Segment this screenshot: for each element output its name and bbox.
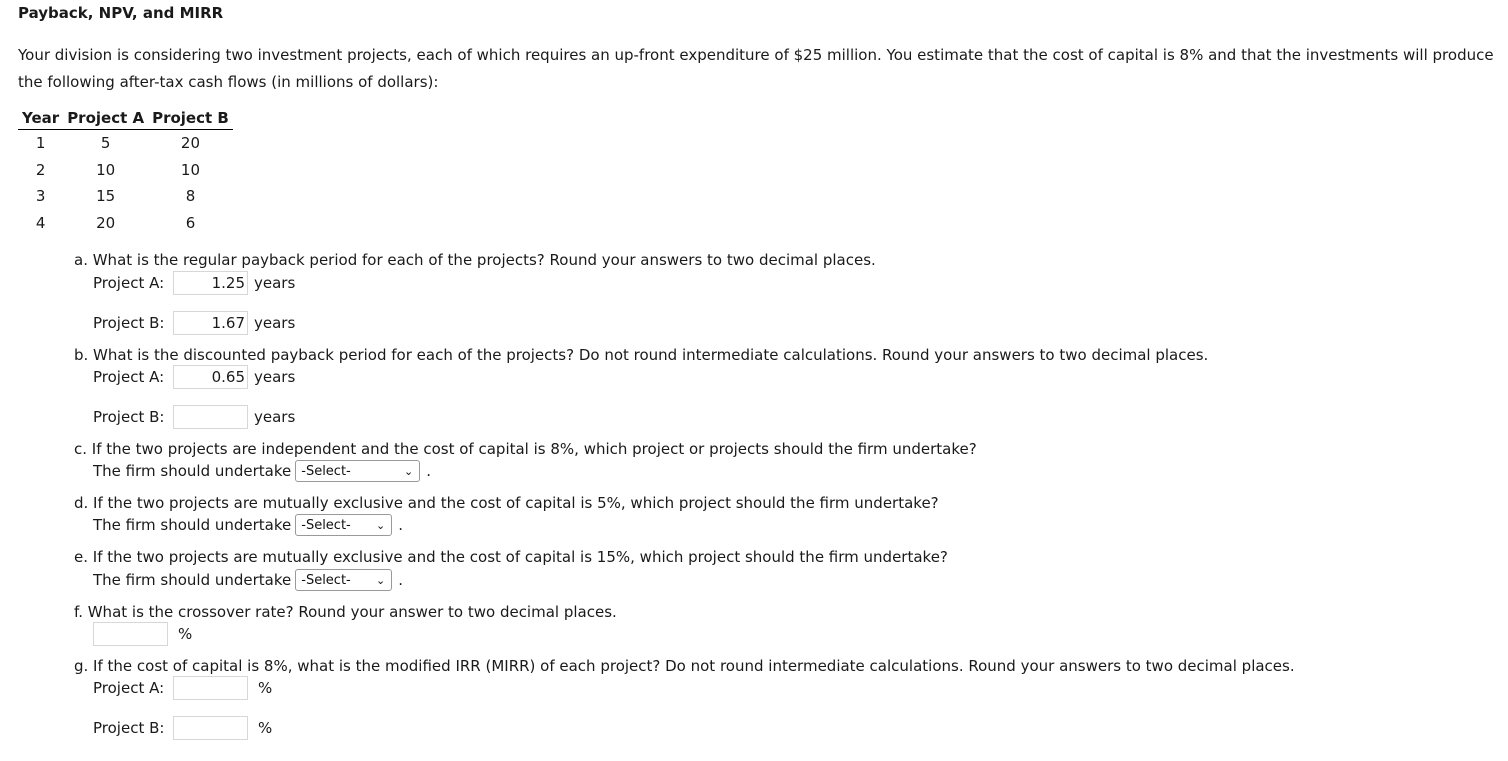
cell-project-a: 10 <box>96 160 116 179</box>
question-c-answer-row <box>93 460 431 482</box>
cell-year: 3 <box>35 187 46 206</box>
project-b-label: Project B: <box>93 314 165 332</box>
unit-label: years <box>254 314 296 332</box>
unit-label: years <box>254 274 296 292</box>
project-select-dropdown[interactable] <box>295 569 392 591</box>
chevron-down-icon: ⌄ <box>376 573 386 587</box>
column-header-project-b: Project B <box>148 107 233 130</box>
discounted-payback-project-b-input[interactable] <box>173 405 248 429</box>
project-a-label: Project A: <box>93 679 165 697</box>
crossover-rate-input[interactable] <box>93 622 168 646</box>
table-row <box>18 183 233 210</box>
percent-label: % <box>258 679 273 697</box>
question-c-text: c. If the two projects are independent and the cost of capital is 8%, which project or projects should the firm undertake? <box>74 440 977 458</box>
percent-label: % <box>178 625 193 643</box>
payback-project-b-input[interactable]: 1.67 <box>173 311 248 335</box>
question-d-answer-row <box>93 514 403 536</box>
question-a-project-a-row <box>93 271 295 295</box>
page-title: Payback, NPV, and MIRR <box>18 4 224 22</box>
project-select-dropdown[interactable] <box>295 514 392 536</box>
select-value: -Select- <box>301 572 351 588</box>
question-d-text: d. If the two projects are mutually exclusive and the cost of capital is 5%, which project should the firm undertake? <box>74 494 939 512</box>
question-g-text: g. If the cost of capital is 8%, what is the modified IRR (MIRR) of each project? Do not round intermediate calculations. Round your answers to two decimal places. <box>74 657 1295 675</box>
project-a-label: Project A: <box>93 274 165 292</box>
cell-year: 4 <box>35 213 46 232</box>
question-f-answer-row <box>93 622 192 646</box>
cell-project-a: 15 <box>96 187 116 206</box>
unit-label: years <box>254 368 296 386</box>
question-b-project-a-row <box>93 365 295 389</box>
column-header-year: Year <box>18 107 63 130</box>
mirr-project-a-input[interactable] <box>173 676 248 700</box>
cell-project-b: 8 <box>185 187 196 206</box>
cell-project-a: 5 <box>100 134 111 153</box>
column-header-project-a: Project A <box>63 107 148 130</box>
question-e-text: e. If the two projects are mutually exclusive and the cost of capital is 15%, which project should the firm undertake? <box>74 548 948 566</box>
question-f-text: f. What is the crossover rate? Round your answer to two decimal places. <box>74 603 617 621</box>
question-b-project-b-row <box>93 405 295 429</box>
cell-year: 2 <box>35 160 46 179</box>
percent-label: % <box>258 719 273 737</box>
chevron-down-icon: ⌄ <box>404 464 414 478</box>
question-g-project-a-row <box>93 676 272 700</box>
cell-project-a: 20 <box>96 213 116 232</box>
question-g-project-b-row <box>93 716 272 740</box>
select-value: -Select- <box>301 463 351 479</box>
table-row <box>18 210 233 237</box>
problem-intro: Your division is considering two investment projects, each of which requires an up-front expenditure of $25 million. You estimate that the cost of capital is 8% and that the investments will produce the following after-tax cash flows (in millions of dollars): <box>18 46 1494 91</box>
table-header-row <box>18 107 233 130</box>
question-b-text: b. What is the discounted payback period for each of the projects? Do not round intermediate calculations. Round your answers to two decimal places. <box>74 346 1209 364</box>
mirr-project-b-input[interactable] <box>173 716 248 740</box>
cash-flow-table <box>18 107 233 236</box>
period-label: . <box>426 462 432 480</box>
cell-project-b: 20 <box>180 134 200 153</box>
select-value: -Select- <box>301 517 351 533</box>
discounted-payback-project-a-input[interactable]: 0.65 <box>173 365 248 389</box>
project-b-label: Project B: <box>93 719 165 737</box>
firm-prompt-label: The firm should undertake <box>93 571 292 589</box>
unit-label: years <box>254 408 296 426</box>
cell-project-b: 10 <box>180 160 200 179</box>
project-select-dropdown[interactable] <box>295 460 420 482</box>
project-a-label: Project A: <box>93 368 165 386</box>
question-e-answer-row <box>93 569 403 591</box>
table-row <box>18 157 233 184</box>
period-label: . <box>398 571 404 589</box>
firm-prompt-label: The firm should undertake <box>93 462 292 480</box>
project-b-label: Project B: <box>93 408 165 426</box>
table-row <box>18 130 233 157</box>
firm-prompt-label: The firm should undertake <box>93 516 292 534</box>
period-label: . <box>398 516 404 534</box>
payback-project-a-input[interactable]: 1.25 <box>173 271 248 295</box>
question-a-text: a. What is the regular payback period for each of the projects? Round your answers to two decimal places. <box>74 251 876 269</box>
cell-year: 1 <box>35 134 46 153</box>
question-a-project-b-row <box>93 311 295 335</box>
chevron-down-icon: ⌄ <box>376 518 386 532</box>
cell-project-b: 6 <box>185 213 196 232</box>
